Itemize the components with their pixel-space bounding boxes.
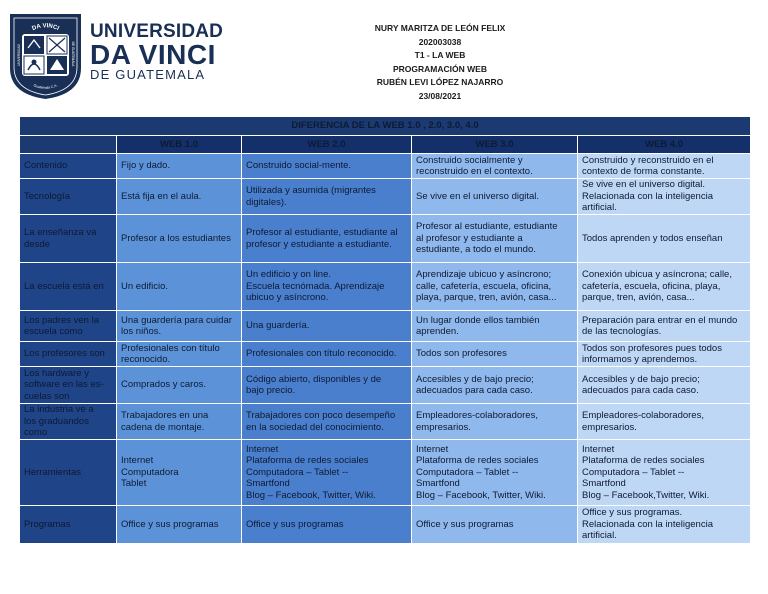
cell-web4: Se vive en el universo digital. Relacionada con la inteligencia artificial. (582, 179, 713, 214)
seal-text-right: DE GUATEMALA (71, 41, 75, 67)
cell-web1: Está fija en el aula. (121, 190, 202, 202)
table-row (20, 342, 751, 367)
cell-web3: Construido socialmente y reconstruido en el contexto. (416, 154, 533, 177)
web-comparison-table (19, 116, 751, 544)
author-name: NURY MARITZA DE LEÓN FELIX (374, 23, 506, 33)
cell-web2: Profesor al estudiante, estudiante al profesor y estudiante a estudiante. (246, 227, 398, 250)
cell-web3: Accesibles y de bajo precio; adecuados para cada caso. (416, 373, 534, 396)
cell-web1: Internet Computadora Tablet (121, 455, 179, 490)
cell-web4: Preparación para entrar en el mundo de las tecnologías. (582, 314, 738, 337)
table-row (20, 263, 751, 311)
cell-web1: Una guardería para cuidar los niños. (121, 314, 232, 337)
cell-web1: Comprados y caros. (121, 379, 207, 391)
column-header-web4: WEB 4.0 (578, 136, 751, 154)
cell-web4: Accesibles y de bajo precio; adecuados para cada caso. (582, 373, 700, 396)
cell-web4: Todos son profesores pues todos informamos y aprendemos. (582, 342, 722, 365)
document-date: 23/08/2021 (418, 90, 462, 101)
row-label: Tecnología (24, 190, 70, 202)
table-row (20, 404, 751, 440)
cell-web2: Utilizada y asumida (migrantes digitales). (246, 185, 376, 208)
row-label: La industria ve a los graduandos como (24, 404, 94, 439)
seal-text-left: UNIVERSIDAD (17, 44, 21, 66)
table-row (20, 215, 751, 263)
cell-web2: Internet Plataforma de redes sociales Computadora – Tablet -- Smartfond Blog – Facebook, Twitter, Wiki. (246, 443, 376, 501)
row-label: La enseñanza va desde (24, 227, 97, 250)
professor-name: RUBÉN LEVI LÓPEZ NAJARRO (376, 77, 504, 87)
table-row (20, 506, 751, 544)
cell-web1: Un edificio. (121, 280, 168, 292)
row-label: Programas (24, 518, 71, 530)
cell-web1: Profesionales con título reconocido. (121, 342, 220, 365)
row-label: Herramientas (24, 466, 82, 478)
document-header (330, 22, 550, 103)
university-seal-logo (8, 10, 83, 100)
cell-web2: Profesionales con título reconocido. (246, 348, 397, 360)
column-header-web1: WEB 1.0 (117, 136, 242, 154)
corner-cell (20, 136, 117, 154)
cell-web1: Trabajadores en una cadena de montaje. (121, 410, 209, 433)
cell-web2: Código abierto, disponibles y de bajo precio. (246, 373, 382, 396)
row-label: Los padres ven la escuela como (24, 314, 99, 337)
student-id: 202003038 (418, 36, 462, 47)
cell-web2: Office y sus programas (246, 518, 344, 530)
cell-web3: Aprendizaje ubicuo y asíncrono; calle, cafetería, escuela, oficina, playa, parque, tren, avión, casa... (416, 269, 557, 304)
table-row (20, 179, 751, 215)
table-row (20, 367, 751, 404)
cell-web1: Fijo y dado. (121, 160, 171, 172)
row-label: Los profesores son (24, 348, 105, 360)
cell-web2: Construido social-mente. (246, 160, 352, 172)
row-label: La escuela está en (24, 280, 104, 292)
wordmark-line-1: UNIVERSIDAD (90, 21, 224, 42)
course-name: PROGRAMACIÓN WEB (393, 63, 487, 74)
cell-web4: Office y sus programas. Relacionada con la inteligencia artificial. (582, 507, 713, 542)
cell-web2: Un edificio y on line. Escuela tecnómada. Aprendizaje ubicuo y asíncrono. (246, 269, 385, 304)
cell-web4: Internet Plataforma de redes sociales Computadora – Tablet -- Smartfond Blog – Facebook,Twitter, Wiki. (582, 443, 710, 501)
row-label: Los hardware y software en las es- cuelas son (24, 367, 104, 402)
university-wordmark (90, 22, 230, 82)
table-title: DIFERENCIA DE LA WEB 1.0 , 2.0, 3.0, 4.0 (20, 117, 751, 136)
assignment-title: T1 - LA WEB (414, 50, 466, 60)
cell-web3: Profesor al estudiante, estudiante al profesor y estudiante a estudiante, a todo el mundo. (416, 221, 558, 256)
seal-text-bottom: Guatemala C.A. (32, 83, 59, 90)
cell-web4: Construido y reconstruido en el contexto de forma constante. (582, 154, 714, 177)
wordmark-line-3: DE GUATEMALA (90, 67, 206, 82)
cell-web3: Empleadores-colaboradores, empresarios. (416, 410, 538, 433)
cell-web4: Todos aprenden y todos enseñan (582, 232, 723, 244)
row-label: Contenido (24, 160, 68, 172)
table-row (20, 440, 751, 506)
wordmark-line-2: DA VINCI (90, 39, 216, 70)
cell-web3: Internet Plataforma de redes sociales Computadora – Tablet -- Smartfond Blog – Facebook, Twitter, Wiki. (416, 443, 546, 501)
cell-web3: Se vive en el universo digital. (416, 190, 540, 202)
column-header-web2: WEB 2.0 (242, 136, 412, 154)
cell-web2: Trabajadores con poco desempeño en la sociedad del conocimiento. (246, 410, 396, 433)
cell-web4: Conexión ubicua y asíncrona; calle, cafetería, escuela, oficina, playa, parque, tren, avión, casa... (582, 269, 732, 304)
table-row (20, 154, 751, 179)
column-header-web3: WEB 3.0 (412, 136, 578, 154)
table-row (20, 311, 751, 342)
cell-web3: Office y sus programas (416, 518, 514, 530)
cell-web2: Una guardería. (246, 320, 310, 332)
cell-web3: Un lugar donde ellos también aprenden. (416, 314, 540, 337)
cell-web4: Empleadores-colaboradores, empresarios. (582, 410, 704, 433)
seal-text-top: DA VINCI (31, 23, 60, 33)
cell-web3: Todos son profesores (416, 348, 507, 360)
cell-web1: Profesor a los estudiantes (121, 232, 231, 244)
cell-web1: Office y sus programas (121, 518, 219, 530)
